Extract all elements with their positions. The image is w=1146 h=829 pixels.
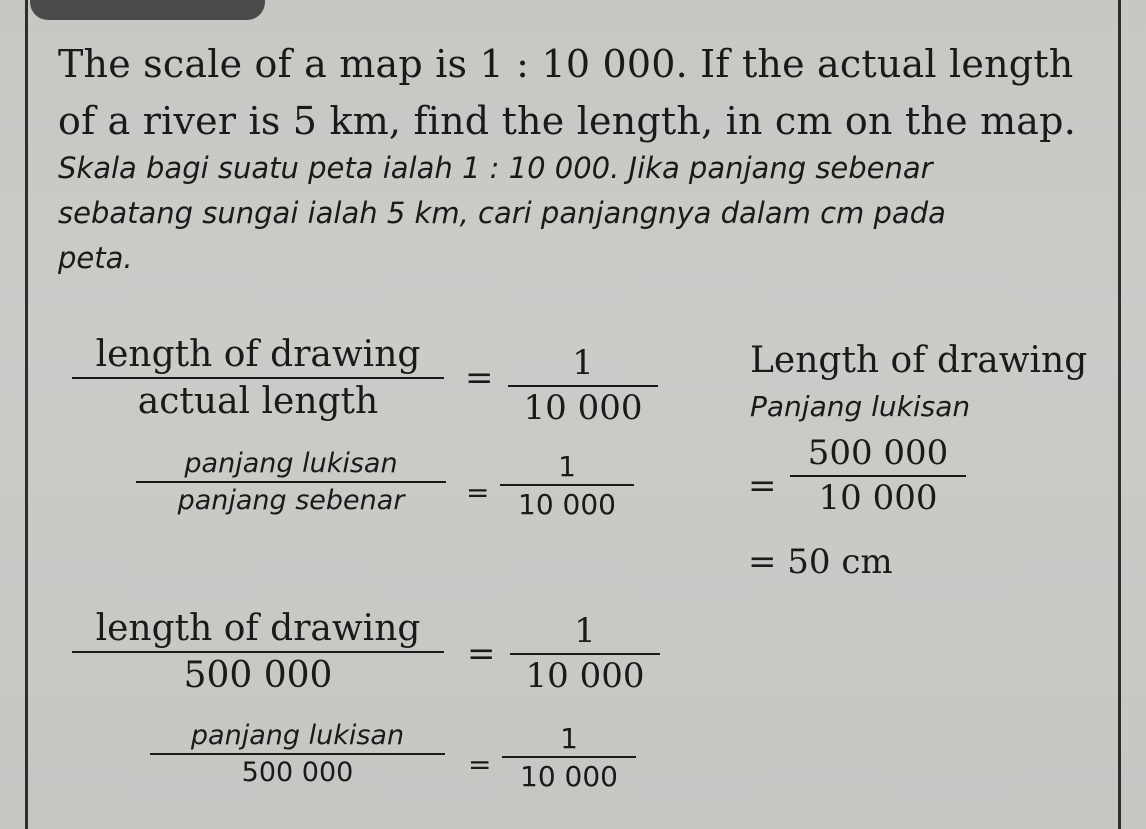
substituted-fraction-malay-rhs [502,724,636,792]
fraction-denominator: 10 000 [518,488,616,522]
ratio-fraction-malay-rhs [500,452,634,520]
fraction-numerator: 1 [572,343,594,383]
fraction-numerator: length of drawing [95,608,421,649]
fraction-bar [72,377,444,379]
question-english-line-1: The scale of a map is 1 : 10 000. If the actual length [58,42,1074,86]
question-malay-line-1: Skala bagi suatu peta ialah 1 : 10 000. Jika panjang sebenar [58,151,933,185]
fraction-numerator: length of drawing [95,334,421,375]
fraction-numerator: panjang lukisan [184,448,398,479]
fraction-bar [790,475,966,477]
ratio-fraction-english-lhs [72,336,444,421]
fraction-denominator: actual length [137,380,379,422]
fraction-denominator: 10 000 [525,655,645,696]
equals-sign: = [465,358,494,398]
calculation-fraction [790,433,966,518]
equals-sign: = [466,476,490,509]
answer-label-malay: Panjang lukisan [750,390,971,423]
fraction-denominator: 10 000 [523,387,643,428]
fraction-denominator: 500 000 [183,654,333,696]
fraction-numerator: 1 [560,722,578,755]
fraction-bar [150,753,445,755]
fraction-numerator: 1 [558,450,576,483]
fraction-numerator: 1 [574,611,596,651]
fraction-bar [136,481,446,483]
fraction-bar [508,385,658,387]
question-english-line-2: of a river is 5 km, find the length, in cm on the map. [58,99,1076,143]
question-malay-line-3: peta. [58,241,133,275]
fraction-denominator: 10 000 [818,477,938,518]
fraction-bar [502,756,636,758]
fraction-denominator: 10 000 [520,760,618,794]
answer-result: = 50 cm [748,542,893,582]
fraction-numerator: 500 000 [807,433,949,473]
fraction-numerator: panjang lukisan [190,720,405,751]
substituted-fraction-malay-lhs [150,722,445,788]
answer-label-english: Length of drawing [750,340,1088,381]
fraction-denominator: 500 000 [241,757,354,789]
equals-sign: = [467,634,496,674]
substituted-fraction-english-lhs [72,610,444,695]
ratio-fraction-english-rhs [508,343,658,428]
ratio-fraction-malay-lhs [136,450,446,516]
question-malay-line-2: sebatang sungai ialah 5 km, cari panjangnya dalam cm pada [58,196,946,230]
fraction-bar [500,484,634,486]
fraction-bar [510,653,660,655]
fraction-denominator: panjang sebenar [177,485,405,517]
fraction-bar [72,651,444,653]
equals-sign: = [468,748,492,781]
equals-sign: = [748,466,777,506]
substituted-fraction-english-rhs [510,611,660,696]
